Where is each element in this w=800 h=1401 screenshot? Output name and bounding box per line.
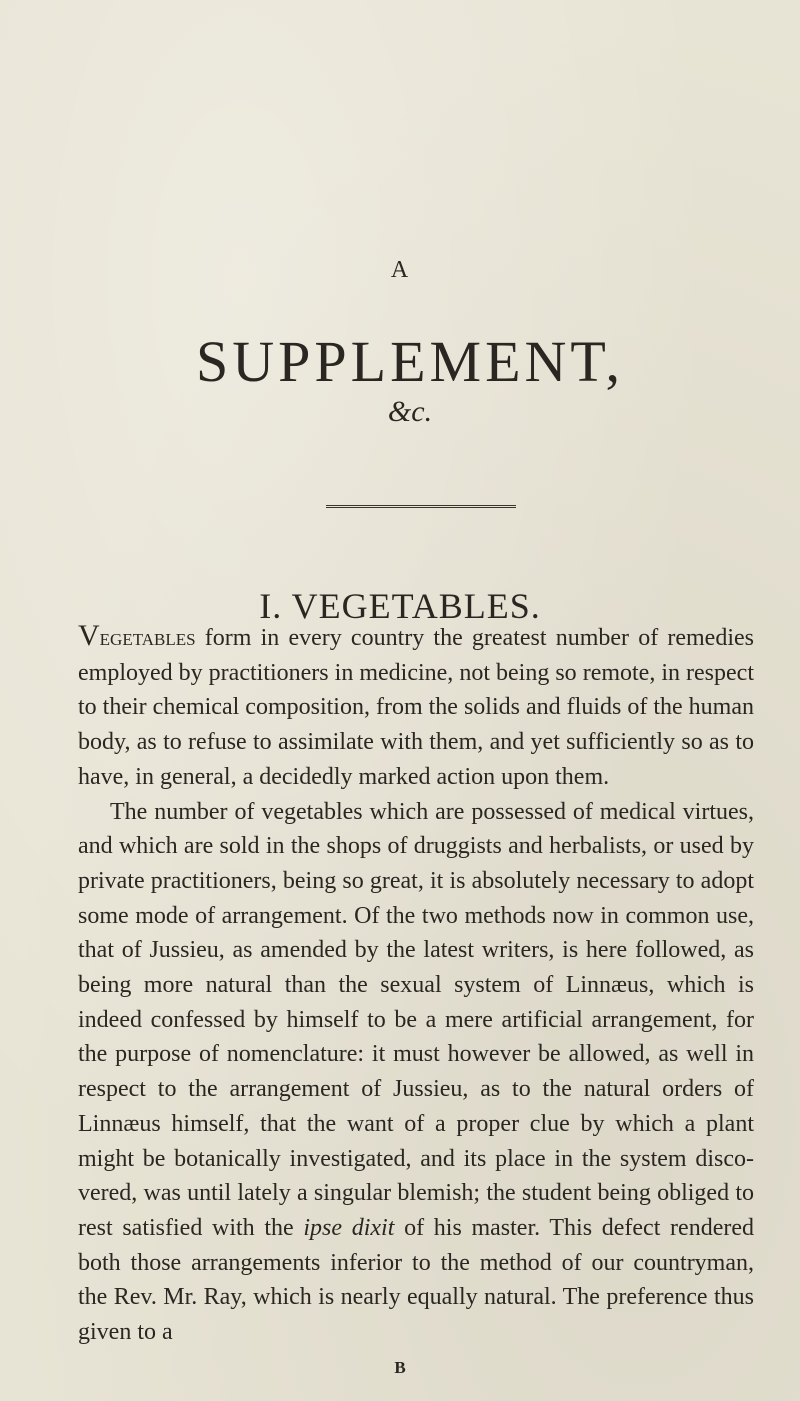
paragraph-2 (78, 795, 754, 1350)
page-title: SUPPLEMENT, (195, 328, 625, 394)
section-heading: I. VEGETABLES. (259, 585, 541, 626)
page-letter: A (390, 257, 410, 283)
first-word-rest: egetables (99, 625, 196, 651)
body-text (78, 619, 754, 1350)
initial-letter: V (78, 619, 100, 652)
paragraph-2-italic: ipse dixit (303, 1214, 395, 1241)
title-divider (326, 505, 516, 508)
signature-mark: B (394, 1358, 406, 1377)
paragraph-2-text: The number of vegetables which are possessed of medical virtues, and which are sold in the shops of druggists and herbalists, or used by private practitioners, being so great, it is absolutely necessary to adopt some mode of arrangement. Of the two methods now in common use, that of Jussieu, as amended by the latest writers, is here followed, as being more natural than the sexual system of Linnæus, which is indeed confessed by himself to be a mere artificial arrangement, for the purpose of nomenclature: it must however be allowed, as well in respect to the arrangement of Jussieu, as to the natural orders of Linnæus himself, that the want of a proper clue by which a plant might be botanically investigated, and its place in the system discovered, was until lately a singular blemish; the student being obliged to rest satisfied with the (78, 798, 754, 1241)
paragraph-1-text: form in every country the greatest number of remedies employed by practitioners in medicine, not being so remote, in respect to their chemical composition, from the solids and fluids of the human body, as to refuse to assimilate with them, and yet sufficiently so as to have, in general, a decidedly marked action upon them. (78, 625, 754, 790)
paragraph-2-text-end: of his master. This defect rendered both those arrangements inferior to the method of our countryman, the Rev. Mr. Ray, which is nearly equally natural. The preference thus given to a (78, 1214, 754, 1346)
page-subtitle: &c. (387, 395, 433, 428)
paragraph-1 (78, 619, 754, 795)
